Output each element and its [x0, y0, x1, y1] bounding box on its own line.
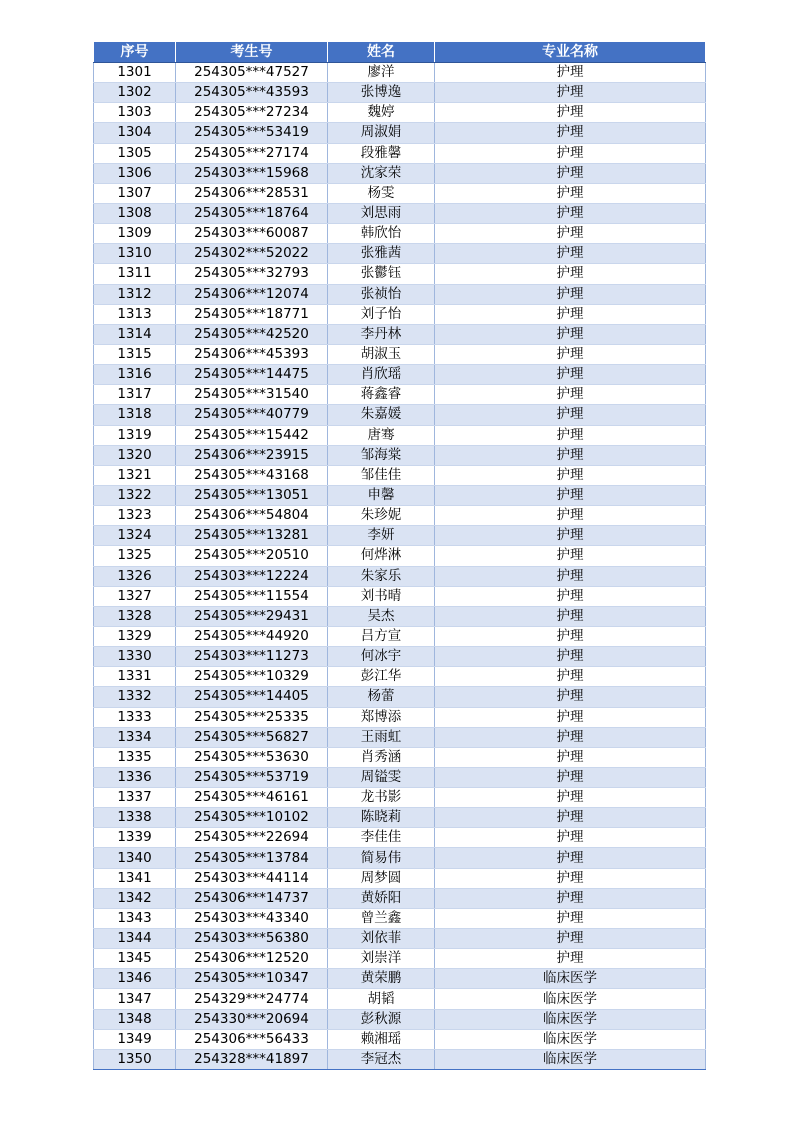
table-row	[94, 83, 706, 103]
table-row	[94, 888, 706, 908]
major-cell: 临床医学	[435, 989, 706, 1009]
exam-number-cell: 254305***13051	[176, 485, 328, 505]
major-cell: 护理	[435, 304, 706, 324]
name-cell: 邹佳佳	[328, 465, 435, 485]
serial-cell: 1305	[94, 143, 176, 163]
name-cell: 李丹林	[328, 324, 435, 344]
table-row	[94, 848, 706, 868]
name-cell: 肖秀涵	[328, 747, 435, 767]
table-row	[94, 989, 706, 1009]
table-row	[94, 1029, 706, 1049]
serial-cell: 1310	[94, 244, 176, 264]
name-cell: 黄荣鹏	[328, 969, 435, 989]
serial-cell: 1301	[94, 63, 176, 83]
exam-number-cell: 254305***43593	[176, 83, 328, 103]
major-cell: 护理	[435, 224, 706, 244]
name-cell: 龙书影	[328, 788, 435, 808]
major-cell: 临床医学	[435, 1049, 706, 1069]
exam-number-cell: 254303***60087	[176, 224, 328, 244]
table-row	[94, 788, 706, 808]
table-row	[94, 626, 706, 646]
serial-cell: 1337	[94, 788, 176, 808]
major-cell: 护理	[435, 465, 706, 485]
name-cell: 韩欣怡	[328, 224, 435, 244]
major-cell: 临床医学	[435, 1029, 706, 1049]
major-cell: 护理	[435, 788, 706, 808]
serial-cell: 1313	[94, 304, 176, 324]
table-row	[94, 203, 706, 223]
table-row	[94, 244, 706, 264]
name-cell: 朱珍妮	[328, 506, 435, 526]
major-cell: 护理	[435, 506, 706, 526]
major-cell: 护理	[435, 425, 706, 445]
table-row	[94, 667, 706, 687]
name-cell: 刘依菲	[328, 929, 435, 949]
serial-cell: 1328	[94, 606, 176, 626]
serial-cell: 1309	[94, 224, 176, 244]
name-cell: 何烨淋	[328, 546, 435, 566]
exam-number-cell: 254305***43168	[176, 465, 328, 485]
major-cell: 护理	[435, 264, 706, 284]
name-cell: 陈晓莉	[328, 808, 435, 828]
exam-number-cell: 254306***23915	[176, 445, 328, 465]
exam-number-cell: 254305***53719	[176, 767, 328, 787]
table-row	[94, 284, 706, 304]
name-cell: 刘思雨	[328, 203, 435, 223]
serial-cell: 1345	[94, 949, 176, 969]
serial-cell: 1348	[94, 1009, 176, 1029]
name-cell: 王雨虹	[328, 727, 435, 747]
exam-number-cell: 254328***41897	[176, 1049, 328, 1069]
exam-number-cell: 254302***52022	[176, 244, 328, 264]
serial-cell: 1344	[94, 929, 176, 949]
serial-cell: 1317	[94, 385, 176, 405]
major-cell: 护理	[435, 183, 706, 203]
table-row	[94, 747, 706, 767]
major-cell: 护理	[435, 365, 706, 385]
major-cell: 护理	[435, 828, 706, 848]
name-cell: 杨雯	[328, 183, 435, 203]
serial-cell: 1315	[94, 344, 176, 364]
table-row	[94, 647, 706, 667]
table-row	[94, 485, 706, 505]
name-cell: 张鬱钰	[328, 264, 435, 284]
table-row	[94, 385, 706, 405]
serial-cell: 1347	[94, 989, 176, 1009]
serial-cell: 1341	[94, 868, 176, 888]
major-cell: 护理	[435, 143, 706, 163]
exam-number-cell: 254305***10102	[176, 808, 328, 828]
exam-number-cell: 254306***56433	[176, 1029, 328, 1049]
table-row	[94, 566, 706, 586]
table-row	[94, 687, 706, 707]
name-cell: 张雅茜	[328, 244, 435, 264]
name-cell: 赖湘瑶	[328, 1029, 435, 1049]
name-cell: 彭江华	[328, 667, 435, 687]
major-cell: 临床医学	[435, 969, 706, 989]
table-row	[94, 586, 706, 606]
name-cell: 黄娇阳	[328, 888, 435, 908]
name-cell: 刘书晴	[328, 586, 435, 606]
exam-number-cell: 254303***12224	[176, 566, 328, 586]
serial-cell: 1325	[94, 546, 176, 566]
name-cell: 周淑娟	[328, 123, 435, 143]
serial-cell: 1304	[94, 123, 176, 143]
exam-number-cell: 254330***20694	[176, 1009, 328, 1029]
serial-cell: 1324	[94, 526, 176, 546]
serial-cell: 1346	[94, 969, 176, 989]
table-row	[94, 506, 706, 526]
header-row	[94, 42, 706, 63]
serial-cell: 1327	[94, 586, 176, 606]
name-cell: 张博逸	[328, 83, 435, 103]
exam-number-cell: 254305***40779	[176, 405, 328, 425]
serial-cell: 1306	[94, 163, 176, 183]
table-row	[94, 365, 706, 385]
major-cell: 护理	[435, 606, 706, 626]
table-row	[94, 969, 706, 989]
table-row	[94, 224, 706, 244]
name-cell: 胡韬	[328, 989, 435, 1009]
name-cell: 周镒雯	[328, 767, 435, 787]
name-cell: 刘子怡	[328, 304, 435, 324]
exam-number-cell: 254305***18764	[176, 203, 328, 223]
major-cell: 护理	[435, 103, 706, 123]
table-row	[94, 465, 706, 485]
table-body	[94, 63, 706, 1070]
table-row	[94, 727, 706, 747]
serial-cell: 1307	[94, 183, 176, 203]
serial-cell: 1316	[94, 365, 176, 385]
major-cell: 护理	[435, 626, 706, 646]
table-row	[94, 949, 706, 969]
table-row	[94, 163, 706, 183]
exam-number-cell: 254303***11273	[176, 647, 328, 667]
serial-cell: 1319	[94, 425, 176, 445]
name-cell: 沈家荣	[328, 163, 435, 183]
serial-cell: 1340	[94, 848, 176, 868]
serial-cell: 1302	[94, 83, 176, 103]
major-cell: 临床医学	[435, 1009, 706, 1029]
serial-cell: 1342	[94, 888, 176, 908]
exam-number-cell: 254305***10329	[176, 667, 328, 687]
major-cell: 护理	[435, 324, 706, 344]
exam-number-cell: 254305***11554	[176, 586, 328, 606]
major-cell: 护理	[435, 868, 706, 888]
major-cell: 护理	[435, 647, 706, 667]
exam-number-cell: 254305***14475	[176, 365, 328, 385]
exam-number-cell: 254306***12520	[176, 949, 328, 969]
exam-number-cell: 254305***25335	[176, 707, 328, 727]
exam-number-cell: 254305***44920	[176, 626, 328, 646]
major-cell: 护理	[435, 405, 706, 425]
serial-cell: 1311	[94, 264, 176, 284]
table-row	[94, 143, 706, 163]
major-cell: 护理	[435, 203, 706, 223]
table-row	[94, 63, 706, 83]
name-cell: 吕方宣	[328, 626, 435, 646]
major-cell: 护理	[435, 123, 706, 143]
admission-table	[93, 41, 706, 1070]
exam-number-cell: 254305***13784	[176, 848, 328, 868]
name-cell: 朱嘉媛	[328, 405, 435, 425]
serial-cell: 1331	[94, 667, 176, 687]
name-cell: 蒋鑫睿	[328, 385, 435, 405]
serial-cell: 1332	[94, 687, 176, 707]
major-cell: 护理	[435, 848, 706, 868]
serial-cell: 1336	[94, 767, 176, 787]
name-cell: 朱家乐	[328, 566, 435, 586]
serial-cell: 1349	[94, 1029, 176, 1049]
name-cell: 李妍	[328, 526, 435, 546]
table-row	[94, 767, 706, 787]
name-cell: 邹海棠	[328, 445, 435, 465]
exam-number-cell: 254306***54804	[176, 506, 328, 526]
major-cell: 护理	[435, 344, 706, 364]
table-row	[94, 183, 706, 203]
exam-number-cell: 254305***10347	[176, 969, 328, 989]
major-cell: 护理	[435, 667, 706, 687]
major-cell: 护理	[435, 747, 706, 767]
exam-number-cell: 254305***42520	[176, 324, 328, 344]
name-cell: 胡淑玉	[328, 344, 435, 364]
major-cell: 护理	[435, 485, 706, 505]
major-cell: 护理	[435, 908, 706, 928]
name-cell: 唐骞	[328, 425, 435, 445]
table-row	[94, 606, 706, 626]
name-cell: 刘崇洋	[328, 949, 435, 969]
major-cell: 护理	[435, 767, 706, 787]
serial-cell: 1303	[94, 103, 176, 123]
exam-number-cell: 254305***22694	[176, 828, 328, 848]
table-row	[94, 103, 706, 123]
table-row	[94, 445, 706, 465]
major-cell: 护理	[435, 83, 706, 103]
exam-number-cell: 254305***47527	[176, 63, 328, 83]
table-row	[94, 344, 706, 364]
major-cell: 护理	[435, 385, 706, 405]
name-cell: 张祯怡	[328, 284, 435, 304]
table-row	[94, 808, 706, 828]
table-row	[94, 304, 706, 324]
exam-number-cell: 254305***29431	[176, 606, 328, 626]
serial-cell: 1330	[94, 647, 176, 667]
header-exam-number: 考生号	[176, 42, 328, 63]
exam-number-cell: 254306***28531	[176, 183, 328, 203]
admission-list	[93, 41, 705, 1070]
name-cell: 曾兰鑫	[328, 908, 435, 928]
table-row	[94, 929, 706, 949]
major-cell: 护理	[435, 707, 706, 727]
exam-number-cell: 254305***15442	[176, 425, 328, 445]
table-row	[94, 868, 706, 888]
serial-cell: 1334	[94, 727, 176, 747]
table-row	[94, 264, 706, 284]
major-cell: 护理	[435, 163, 706, 183]
major-cell: 护理	[435, 284, 706, 304]
serial-cell: 1338	[94, 808, 176, 828]
major-cell: 护理	[435, 727, 706, 747]
exam-number-cell: 254303***43340	[176, 908, 328, 928]
serial-cell: 1318	[94, 405, 176, 425]
major-cell: 护理	[435, 949, 706, 969]
serial-cell: 1312	[94, 284, 176, 304]
exam-number-cell: 254305***27234	[176, 103, 328, 123]
name-cell: 廖洋	[328, 63, 435, 83]
major-cell: 护理	[435, 888, 706, 908]
table-row	[94, 425, 706, 445]
serial-cell: 1326	[94, 566, 176, 586]
exam-number-cell: 254305***46161	[176, 788, 328, 808]
serial-cell: 1329	[94, 626, 176, 646]
exam-number-cell: 254305***56827	[176, 727, 328, 747]
name-cell: 郑博添	[328, 707, 435, 727]
exam-number-cell: 254305***32793	[176, 264, 328, 284]
exam-number-cell: 254305***18771	[176, 304, 328, 324]
serial-cell: 1314	[94, 324, 176, 344]
table-row	[94, 1049, 706, 1069]
serial-cell: 1339	[94, 828, 176, 848]
exam-number-cell: 254303***15968	[176, 163, 328, 183]
exam-number-cell: 254305***31540	[176, 385, 328, 405]
serial-cell: 1343	[94, 908, 176, 928]
name-cell: 肖欣瑶	[328, 365, 435, 385]
header-serial: 序号	[94, 42, 176, 63]
major-cell: 护理	[435, 687, 706, 707]
serial-cell: 1308	[94, 203, 176, 223]
name-cell: 段雅馨	[328, 143, 435, 163]
name-cell: 简易伟	[328, 848, 435, 868]
exam-number-cell: 254306***12074	[176, 284, 328, 304]
name-cell: 杨蕾	[328, 687, 435, 707]
major-cell: 护理	[435, 929, 706, 949]
serial-cell: 1335	[94, 747, 176, 767]
exam-number-cell: 254305***20510	[176, 546, 328, 566]
major-cell: 护理	[435, 244, 706, 264]
major-cell: 护理	[435, 566, 706, 586]
serial-cell: 1333	[94, 707, 176, 727]
serial-cell: 1323	[94, 506, 176, 526]
exam-number-cell: 254305***27174	[176, 143, 328, 163]
name-cell: 申馨	[328, 485, 435, 505]
exam-number-cell: 254329***24774	[176, 989, 328, 1009]
major-cell: 护理	[435, 445, 706, 465]
table-row	[94, 123, 706, 143]
table-row	[94, 526, 706, 546]
table-row	[94, 828, 706, 848]
name-cell: 吴杰	[328, 606, 435, 626]
name-cell: 周梦圆	[328, 868, 435, 888]
major-cell: 护理	[435, 526, 706, 546]
table-row	[94, 546, 706, 566]
serial-cell: 1322	[94, 485, 176, 505]
exam-number-cell: 254305***53630	[176, 747, 328, 767]
exam-number-cell: 254303***44114	[176, 868, 328, 888]
name-cell: 李冠杰	[328, 1049, 435, 1069]
name-cell: 彭秋源	[328, 1009, 435, 1029]
major-cell: 护理	[435, 808, 706, 828]
exam-number-cell: 254305***13281	[176, 526, 328, 546]
table-row	[94, 707, 706, 727]
name-cell: 何冰宇	[328, 647, 435, 667]
header-major: 专业名称	[435, 42, 706, 63]
serial-cell: 1320	[94, 445, 176, 465]
header-name: 姓名	[328, 42, 435, 63]
exam-number-cell: 254303***56380	[176, 929, 328, 949]
table-row	[94, 908, 706, 928]
table-row	[94, 1009, 706, 1029]
major-cell: 护理	[435, 546, 706, 566]
exam-number-cell: 254306***45393	[176, 344, 328, 364]
table-row	[94, 405, 706, 425]
serial-cell: 1350	[94, 1049, 176, 1069]
exam-number-cell: 254305***53419	[176, 123, 328, 143]
name-cell: 李佳佳	[328, 828, 435, 848]
name-cell: 魏婷	[328, 103, 435, 123]
major-cell: 护理	[435, 586, 706, 606]
major-cell: 护理	[435, 63, 706, 83]
exam-number-cell: 254305***14405	[176, 687, 328, 707]
table-row	[94, 324, 706, 344]
serial-cell: 1321	[94, 465, 176, 485]
exam-number-cell: 254306***14737	[176, 888, 328, 908]
